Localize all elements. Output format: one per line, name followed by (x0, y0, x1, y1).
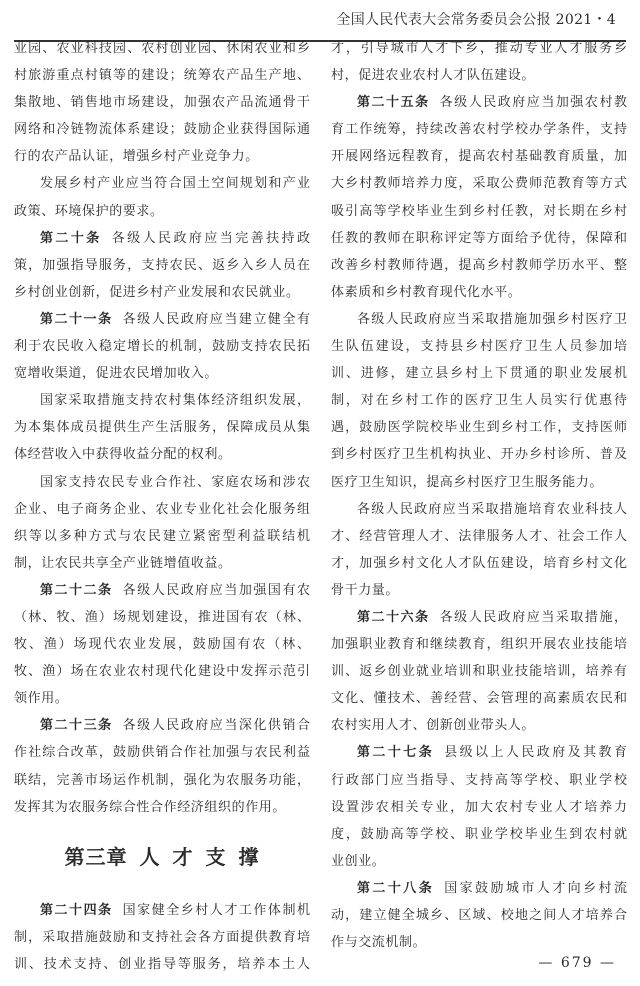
text-line (14, 387, 310, 414)
text-line (331, 712, 627, 739)
line-text: 骨干力量。 (331, 582, 400, 598)
text-line (331, 116, 627, 143)
text-line (331, 739, 627, 766)
text-line (331, 35, 627, 62)
text-line (14, 685, 310, 712)
text-line (14, 951, 310, 978)
text-line (331, 658, 627, 685)
line-text: 业园、农业科技园、农村创业园、休闲农业和乡 (14, 41, 310, 56)
line-text: 领作用。 (14, 691, 69, 707)
line-text: 制，采取措施鼓励和支持社会各方面提供教育培 (14, 929, 310, 945)
line-text: 制，让农民共享全产业链增值收益。 (14, 555, 232, 571)
line-text: 设置涉农相关专业，加大农村专业人才培养力 (331, 799, 627, 815)
running-header: 全国人民代表大会常务委员会公报 2021・4 (336, 12, 616, 28)
article-paragraph (331, 875, 627, 956)
line-text: 行的农产品认证，增强乡村产业竞争力。 (14, 149, 259, 165)
text-line (14, 794, 310, 821)
text-line (331, 875, 627, 902)
article-number: 第二十五条 (357, 95, 430, 111)
chapter-heading-part: 人 (139, 845, 161, 870)
line-text: 体经营收入中获得收益分配的权利。 (14, 447, 232, 463)
text-line (331, 279, 627, 306)
paragraph (331, 306, 627, 496)
text-line (331, 170, 627, 197)
line-text: 才，加强乡村文化人才队伍建设，培育乡村文化 (331, 555, 627, 571)
chapter-heading-part: 撑 (238, 845, 260, 870)
line-text: 企业、电子商务企业、农业专业化社会化服务组 (14, 501, 310, 517)
text-line (14, 89, 310, 116)
line-text: 集散地、销售地市场建设，加强农产品流通骨干 (14, 95, 310, 111)
page-number: — 679 — (538, 955, 616, 971)
text-line (14, 279, 310, 306)
line-text: 国家鼓励城市人才向乡村流 (444, 880, 627, 896)
line-text: 生队伍建设，支持县乡村医疗卫生人员参加培 (331, 339, 627, 355)
line-text: 遇，鼓励医学院校毕业生到乡村工作，支持医师 (331, 420, 627, 436)
article-number: 第二十条 (40, 230, 102, 246)
line-text: 才，引导城市人才下乡，推动专业人才服务乡 (331, 41, 627, 56)
line-text: 吸引高等学校毕业生到乡村任教，对长期在乡村 (331, 203, 627, 219)
line-text: 县级以上人民政府及其教育 (444, 745, 627, 761)
line-text: 政策、环境保护的要求。 (14, 203, 164, 219)
text-line (331, 62, 627, 89)
article-number: 第二十二条 (40, 582, 113, 598)
line-text: 行政部门应当指导、支持高等学校、职业学校 (331, 772, 627, 788)
right-column (331, 35, 627, 956)
text-line (331, 225, 627, 252)
text-line (14, 604, 310, 631)
line-text: 业创业。 (331, 853, 386, 869)
text-line (331, 577, 627, 604)
line-text: 发展乡村产业应当符合国土空间规划和产业 (40, 176, 310, 192)
article-paragraph (14, 306, 310, 387)
chapter-heading-part: 才 (172, 845, 194, 870)
line-text: （林、牧、渔）场规划建设，推进国有农（林、 (14, 609, 310, 625)
chapter-heading-part: 第三章 (64, 845, 128, 870)
line-text: 大乡村教师培养力度，采取公费师范教育等方式 (331, 176, 627, 192)
line-text: 国家支持农民专业合作社、家庭农场和涉农 (40, 474, 310, 490)
text-line (14, 116, 310, 143)
text-line (14, 496, 310, 523)
paragraph (14, 469, 310, 577)
paragraph (331, 35, 627, 89)
text-line (331, 794, 627, 821)
chapter-heading-part: 支 (205, 845, 227, 870)
article-number: 第二十一条 (40, 311, 113, 327)
article-number: 第二十三条 (40, 718, 113, 734)
text-line (14, 170, 310, 197)
text-line (14, 469, 310, 496)
article-number: 第二十七条 (357, 745, 435, 761)
line-text: 训、返乡创业就业培训和职业技能培训，培养有 (331, 664, 627, 680)
line-text: 牧、渔）场在农业农村现代化建设中发挥示范引 (14, 664, 310, 680)
article-paragraph (14, 225, 310, 306)
text-line (331, 143, 627, 170)
line-text: 村，促进农业农村人才队伍建设。 (331, 68, 536, 84)
text-line (331, 767, 627, 794)
line-text: 各级人民政府应当采取措施加强乡村医疗卫 (357, 311, 627, 327)
text-line (14, 897, 310, 924)
text-line (331, 252, 627, 279)
text-line (331, 441, 627, 468)
text-line (331, 523, 627, 550)
text-line (331, 550, 627, 577)
line-text: 训、技术支持、创业指导等服务，培养本土人 (14, 956, 310, 972)
line-text: 网络和冷链物流体系建设；鼓励企业获得国际通 (14, 122, 310, 138)
line-text: 加强职业教育和继续教育，组织开展农业技能培 (331, 637, 627, 653)
line-text: 联结，完善市场运作机制，强化为农服务功能， (14, 772, 310, 788)
text-line (331, 929, 627, 956)
article-number: 第二十八条 (357, 880, 435, 896)
text-line (14, 924, 310, 951)
text-line (331, 306, 627, 333)
text-line (14, 198, 310, 225)
left-column (14, 35, 310, 978)
text-line (331, 821, 627, 848)
chapter-heading (14, 821, 310, 897)
line-text: 各级人民政府应当完善扶持政 (111, 230, 310, 246)
text-line (331, 414, 627, 441)
text-line (331, 685, 627, 712)
article-paragraph (331, 604, 627, 739)
text-line (14, 631, 310, 658)
text-line (14, 333, 310, 360)
text-line (14, 523, 310, 550)
line-text: 改善乡村教师待遇，提高乡村教师学历水平、整 (331, 257, 627, 273)
text-line (14, 360, 310, 387)
line-text: 任教的教师在职称评定等方面给予优待，保障和 (331, 230, 627, 246)
line-text: 度，鼓励高等学校、职业学校毕业生到农村就 (331, 826, 627, 842)
article-paragraph (331, 739, 627, 874)
line-text: 作与交流机制。 (331, 935, 427, 951)
line-text: 育工作统筹，持续改善农村学校办学条件，支持 (331, 122, 627, 138)
text-line (14, 414, 310, 441)
article-paragraph (14, 712, 310, 820)
line-text: 体素质和乡村教育现代化水平。 (331, 284, 522, 300)
text-line (331, 469, 627, 496)
text-line (14, 62, 310, 89)
line-text: 各级人民政府应当采取措施培育农业科技人 (357, 501, 627, 517)
text-line (331, 333, 627, 360)
text-line (14, 225, 310, 252)
text-line (14, 441, 310, 468)
text-line (14, 739, 310, 766)
paragraph (14, 35, 310, 170)
line-text: 织等以多种方式与农民建立紧密型利益联结机 (14, 528, 310, 544)
text-line (331, 631, 627, 658)
paragraph (331, 496, 627, 604)
article-paragraph (14, 577, 310, 712)
text-line (14, 550, 310, 577)
line-text: 国家健全乡村人才工作体制机 (122, 902, 310, 918)
line-text: 各级人民政府应当加强国有农 (122, 582, 310, 598)
paragraph (14, 170, 310, 224)
line-text: 农村实用人才、创新创业带头人。 (331, 718, 536, 734)
line-text: 各级人民政府应当加强农村教 (439, 95, 627, 111)
line-text: 医疗卫生知识，提高乡村医疗卫生服务能力。 (331, 474, 604, 490)
line-text: 训、进修，建立县乡村上下贯通的职业发展机 (331, 366, 627, 382)
line-text: 文化、懂技术、善经营、会管理的高素质农民和 (331, 691, 627, 707)
line-text: 各级人民政府应当深化供销合 (122, 718, 310, 734)
text-line (14, 712, 310, 739)
paragraph (14, 387, 310, 468)
text-line (331, 360, 627, 387)
article-number: 第二十六条 (357, 609, 430, 625)
article-paragraph (331, 89, 627, 306)
line-text: 策，加强指导服务，支持农民、返乡入乡人员在 (14, 257, 310, 273)
text-line (14, 35, 310, 62)
text-line (14, 306, 310, 333)
text-line (331, 848, 627, 875)
text-line (14, 577, 310, 604)
line-text: 村旅游重点村镇等的建设；统筹农产品生产地、 (14, 68, 310, 84)
line-text: 宽增收渠道，促进农民增加收入。 (14, 366, 219, 382)
line-text: 发挥其为农服务综合性合作经济组织的作用。 (14, 799, 287, 815)
line-text: 制，对在乡村工作的医疗卫生人员实行优惠待 (331, 393, 627, 409)
line-text: 动，建立健全城乡、区域、校地之间人才培养合 (331, 908, 627, 923)
line-text: 作社综合改革，鼓励供销合作社加强与农民利益 (14, 745, 310, 761)
line-text: 乡村创业创新，促进乡村产业发展和农民就业。 (14, 284, 300, 300)
line-text: 才、经营管理人才、法律服务人才、社会工作人 (331, 528, 627, 544)
text-line (331, 89, 627, 116)
line-text: 各级人民政府应当采取措施， (439, 609, 627, 625)
line-text: 为本集体成员提供生产生活服务，保障成员从集 (14, 420, 310, 436)
text-line (14, 767, 310, 794)
text-line (331, 902, 627, 929)
text-line (14, 143, 310, 170)
article-number: 第二十四条 (40, 902, 113, 918)
line-text: 利于农民收入稳定增长的机制，鼓励支持农民拓 (14, 339, 310, 355)
text-line (331, 198, 627, 225)
line-text: 国家采取措施支持农村集体经济组织发展， (40, 393, 310, 409)
text-line (14, 658, 310, 685)
line-text: 牧、渔）场现代农业发展，鼓励国有农（林、 (14, 637, 310, 653)
text-line (331, 496, 627, 523)
line-text: 开展网络远程教育，提高农村基础教育质量，加 (331, 149, 627, 165)
text-line (331, 387, 627, 414)
line-text: 各级人民政府应当建立健全有 (122, 311, 310, 327)
text-line (14, 252, 310, 279)
line-text: 到乡村医疗卫生机构执业、开办乡村诊所、普及 (331, 447, 627, 463)
text-line (331, 604, 627, 631)
article-paragraph (14, 897, 310, 978)
